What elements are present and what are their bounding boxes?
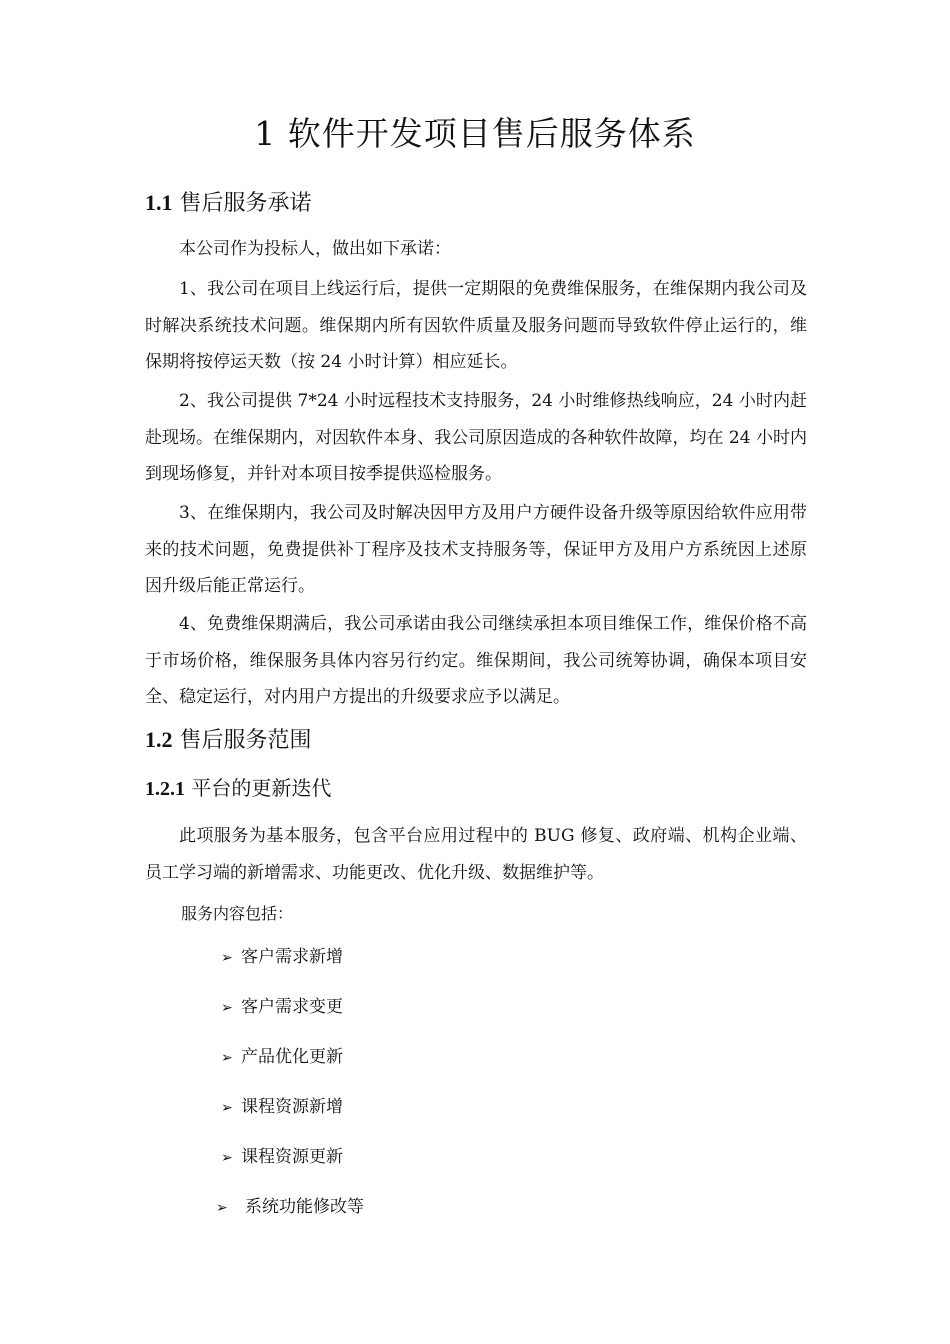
section-number: 1.2.1 xyxy=(145,778,185,800)
list-item-label: 客户需求新增 xyxy=(241,947,343,967)
section-heading-1-2 xyxy=(145,725,312,756)
section-number: 1.1 xyxy=(145,190,173,215)
list-item-label: 系统功能修改等 xyxy=(245,1197,364,1217)
list-intro: 服务内容包括： xyxy=(181,904,294,923)
list-item-label: 课程资源新增 xyxy=(241,1097,343,1117)
list-item xyxy=(221,995,343,1020)
list-item xyxy=(221,1095,343,1120)
list-item xyxy=(221,1045,343,1070)
section-heading-text: 售后服务范围 xyxy=(179,728,312,753)
list-item-label: 客户需求变更 xyxy=(241,997,343,1017)
paragraph-commitment-3: 3、在维保期内，我公司及时解决因甲方及用户方硬件设备升级等原因给软件应用带来的技术问题，免费提供补丁程序及技术支持服务等，保证甲方及用户方系统因上述原因升级后能正常运行。 xyxy=(145,503,807,596)
arrow-bullet-icon: ➢ xyxy=(221,1100,233,1116)
section-heading-text: 平台的更新迭代 xyxy=(191,776,332,800)
section-heading-text: 售后服务承诺 xyxy=(179,191,312,216)
list-item xyxy=(221,1145,343,1170)
paragraph-commitment-4: 4、免费维保期满后，我公司承诺由我公司继续承担本项目维保工作，维保价格不高于市场价格，维保服务具体内容另行约定。维保期间，我公司统筹协调，确保本项目安全、稳定运行，对内用户方提出的升级要求应予以满足。 xyxy=(145,614,807,707)
paragraph-service-scope: 此项服务为基本服务，包含平台应用过程中的 BUG 修复、政府端、机构企业端、员工学习端的新增需求、功能更改、优化升级、数据维护等。 xyxy=(145,826,807,883)
arrow-bullet-icon: ➢ xyxy=(221,950,233,966)
list-item xyxy=(216,1195,364,1220)
paragraph-commitment-1: 1、我公司在项目上线运行后，提供一定期限的免费维保服务，在维保期内我公司及时解决系统技术问题。维保期内所有因软件质量及服务问题而导致软件停止运行的，维保期将按停运天数（按 24 小时计算）相应延长。 xyxy=(145,279,807,372)
list-item-label: 课程资源更新 xyxy=(241,1147,343,1167)
section-number: 1.2 xyxy=(145,727,173,752)
list-item xyxy=(221,945,343,970)
arrow-bullet-icon: ➢ xyxy=(221,1000,233,1016)
document-title: 1 软件开发项目售后服务体系 xyxy=(254,114,696,153)
arrow-bullet-icon: ➢ xyxy=(221,1150,233,1166)
paragraph-intro: 本公司作为投标人，做出如下承诺： xyxy=(179,239,451,259)
arrow-bullet-icon: ➢ xyxy=(216,1200,228,1216)
paragraph-commitment-2: 2、我公司提供 7*24 小时远程技术支持服务，24 小时维修热线响应，24 小时内赶赴现场。在维保期内，对因软件本身、我公司原因造成的各种软件故障，均在 24 小时内到现场修复，并针对本项目按季提供巡检服务。 xyxy=(145,391,807,484)
section-heading-1-2-1 xyxy=(145,774,331,803)
section-heading-1-1 xyxy=(145,188,312,219)
arrow-bullet-icon: ➢ xyxy=(221,1050,233,1066)
list-item-label: 产品优化更新 xyxy=(241,1047,343,1067)
